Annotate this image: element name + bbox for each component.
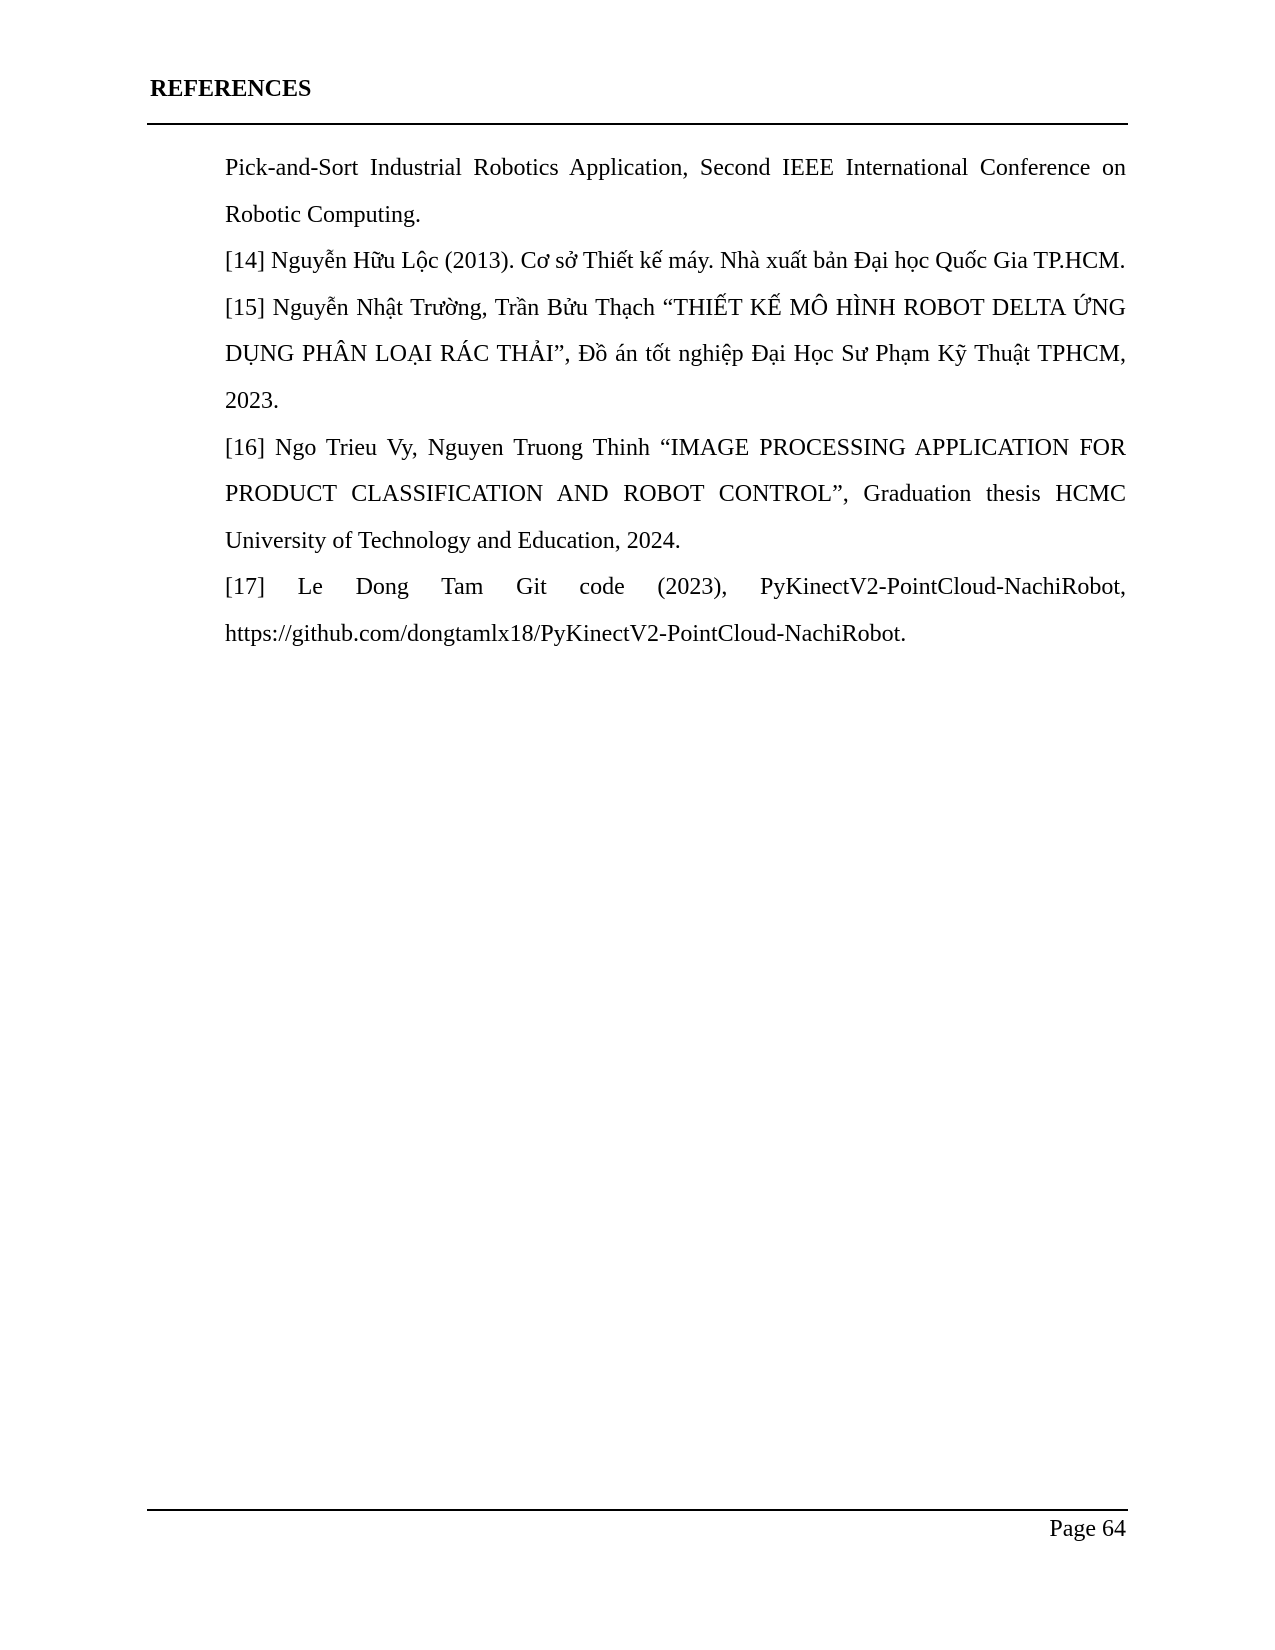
- page-number: Page 64: [1049, 1516, 1126, 1542]
- header-divider: [147, 123, 1128, 125]
- reference-item-17: [17] Le Dong Tam Git code (2023), PyKinectV2-PointCloud-NachiRobot, https://github.com/dongtamlx18/PyKinectV2-PointCloud-NachiRobot.: [225, 574, 1126, 647]
- reference-item-13-continued: Pick-and-Sort Industrial Robotics Application, Second IEEE International Conference on Robotic Computing.: [225, 155, 1126, 228]
- footer-divider: [147, 1509, 1128, 1511]
- page-header-title: REFERENCES: [150, 76, 312, 102]
- reference-item-16: [16] Ngo Trieu Vy, Nguyen Truong Thinh “IMAGE PROCESSING APPLICATION FOR PRODUCT CLASSIFICATION AND ROBOT CONTROL”, Graduation thesis HCMC University of Technology and Education, 2024.: [225, 434, 1126, 554]
- reference-item-15: [15] Nguyễn Nhật Trường, Trần Bửu Thạch “THIẾT KẾ MÔ HÌNH ROBOT DELTA ỨNG DỤNG PHÂN LOẠI RÁC THẢI”, Đồ án tốt nghiệp Đại Học Sư Phạm Kỹ Thuật TPHCM, 2023.: [225, 294, 1126, 414]
- references-list: [225, 145, 1126, 658]
- reference-item-14: [14] Nguyễn Hữu Lộc (2013). Cơ sở Thiết kế máy. Nhà xuất bản Đại học Quốc Gia TP.HCM.: [225, 248, 1126, 275]
